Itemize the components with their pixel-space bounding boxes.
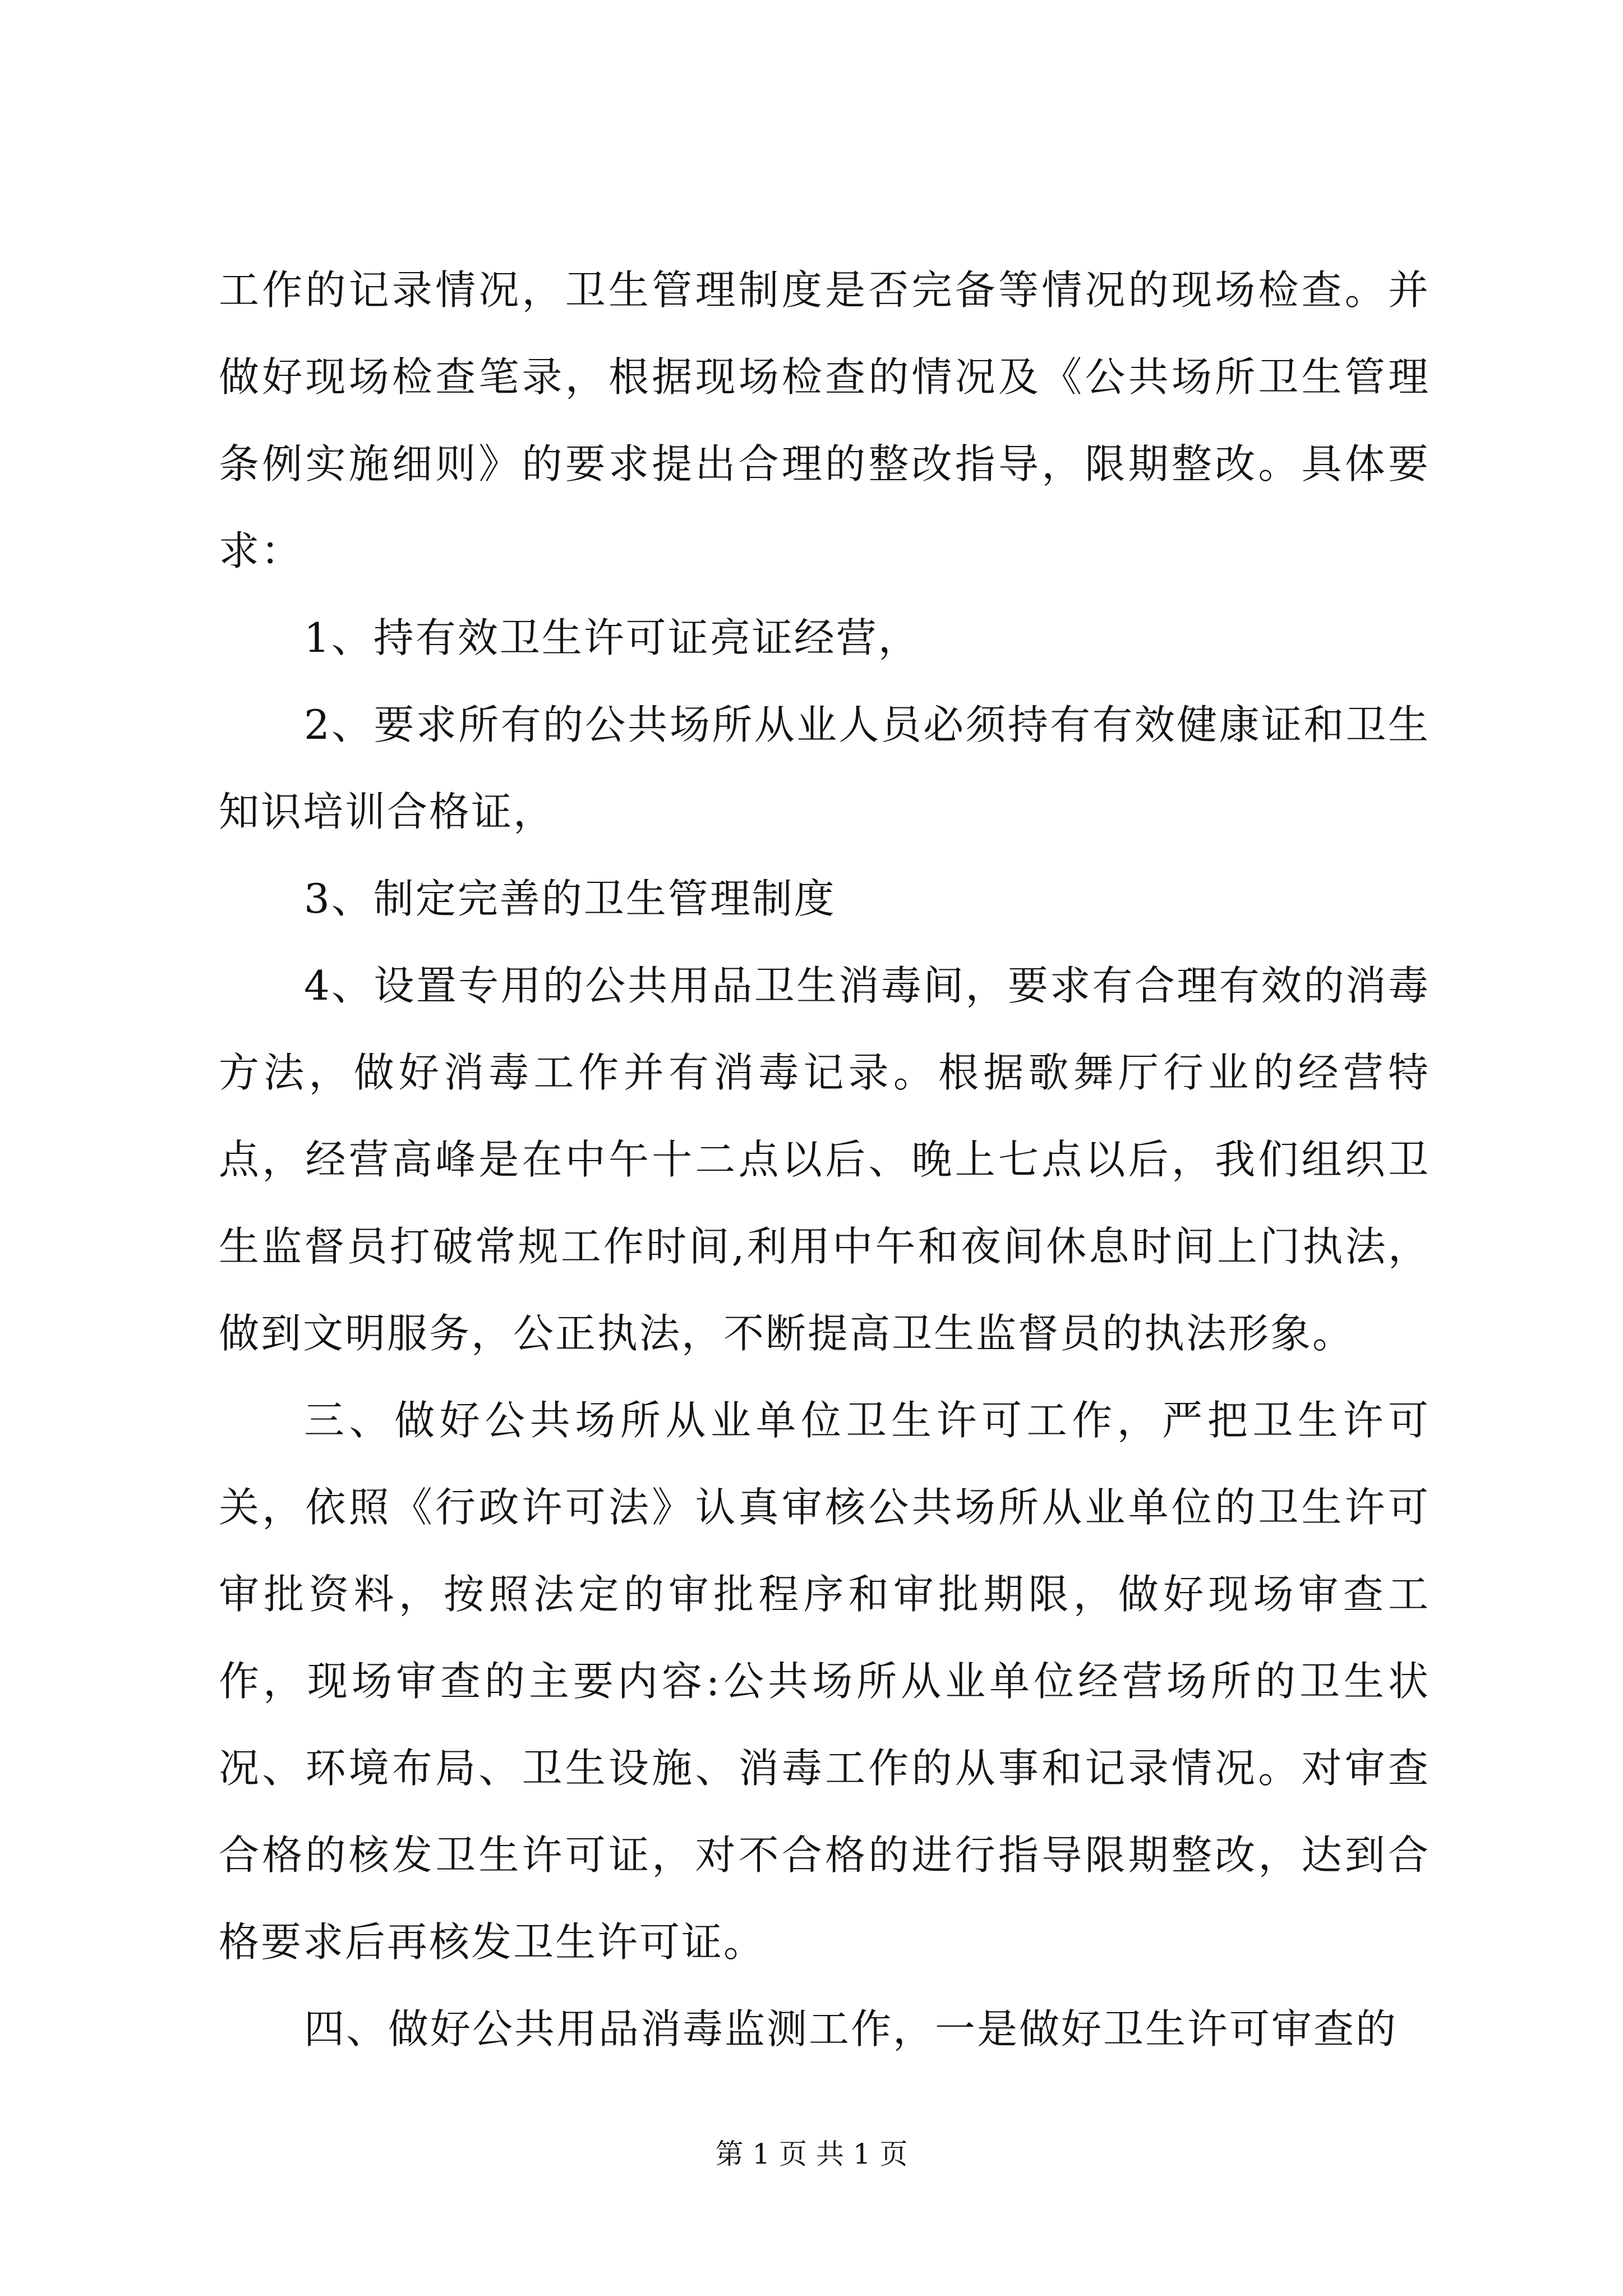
paragraph-3: 2、要求所有的公共场所从业人员必须持有有效健康证和卫生知识培训合格证， (219, 701, 1430, 835)
paragraph-4: 3、制定完善的卫生管理制度 (304, 875, 836, 922)
paragraph-7: 四、做好公共用品消毒监测工作，一是做好卫生许可审查的 (304, 2005, 1398, 2053)
page-footer: 第 1 页 共 1 页 (715, 2138, 908, 2170)
document-body (219, 247, 1430, 2073)
paragraph-5: 4、设置专用的公共用品卫生消毒间，要求有合理有效的消毒方法，做好消毒工作并有消毒记录。根据歌舞厅行业的经营特点，经营高峰是在中午十二点以后、晚上七点以后，我们组织卫生监督员打破常规工作时间,利用中午和夜间休息时间上门执法，做到文明服务，公正执法，不断提高卫生监督员的执法形象。 (219, 962, 1430, 1357)
paragraph-2: 1、持有效卫生许可证亮证经营， (304, 614, 920, 661)
paragraph-6: 三、做好公共场所从业单位卫生许可工作，严把卫生许可关，依照《行政许可法》认真审核公共场所从业单位的卫生许可审批资料，按照法定的审批程序和审批期限，做好现场审查工作，现场审查的主要内容:公共场所从业单位经营场所的卫生状况、环境布局、卫生设施、消毒工作的从事和记录情况。对审查合格的核发卫生许可证，对不合格的进行指导限期整改，达到合格要求后再核发卫生许可证。 (219, 1397, 1430, 1966)
paragraph-1: 工作的记录情况，卫生管理制度是否完备等情况的现场检查。并做好现场检查笔录，根据现场检查的情况及《公共场所卫生管理条例实施细则》的要求提出合理的整改指导，限期整改。具体要求： (219, 266, 1430, 574)
